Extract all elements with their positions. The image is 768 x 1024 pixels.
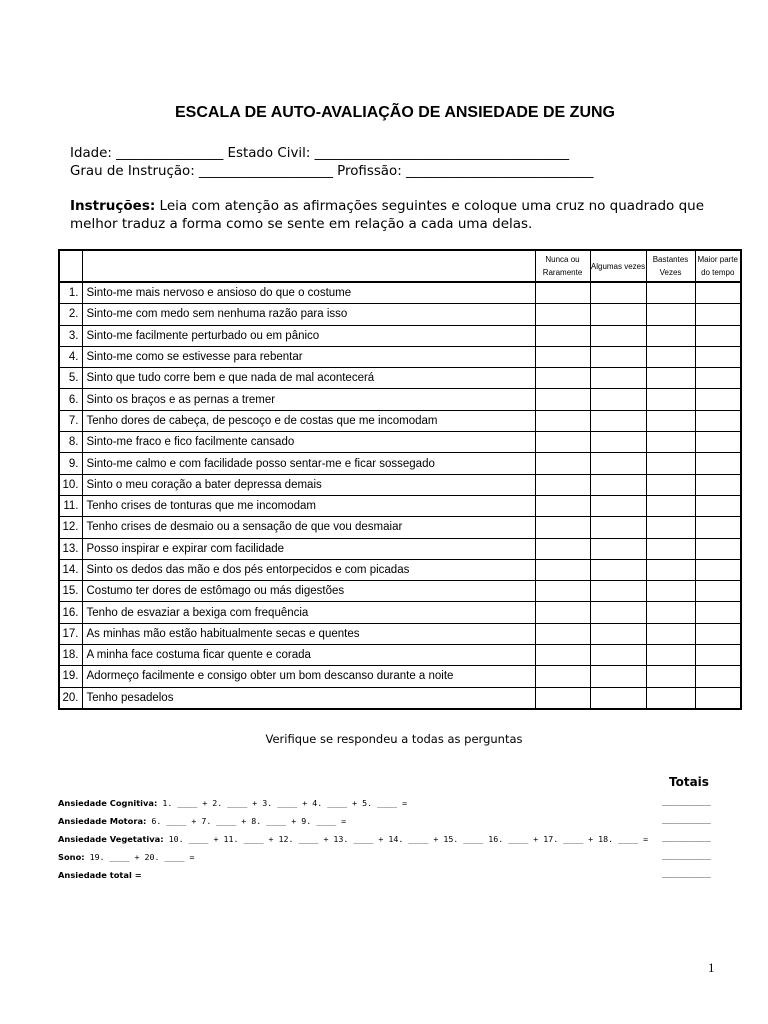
header-text-cell (82, 250, 535, 282)
score-row-sleep (58, 852, 195, 862)
answer-box-most-time[interactable] (695, 517, 741, 538)
answer-box-most-time[interactable] (695, 538, 741, 559)
answer-box-often[interactable] (646, 517, 695, 538)
answer-box-never[interactable] (535, 666, 590, 687)
answer-box-most-time[interactable] (695, 453, 741, 474)
score-formula[interactable]: 19. ____ + 20. ____ = (84, 852, 195, 862)
item-number: 7. (59, 410, 82, 431)
answer-box-never[interactable] (535, 623, 590, 644)
item-number: 2. (59, 304, 82, 325)
table-row (59, 559, 741, 580)
score-total-sleep[interactable]: _________ (662, 851, 711, 861)
table-row (59, 453, 741, 474)
score-row-total (58, 870, 142, 880)
answer-box-sometimes[interactable] (590, 325, 646, 346)
answer-box-never[interactable] (535, 645, 590, 666)
item-number: 6. (59, 389, 82, 410)
score-total-overall[interactable]: _________ (662, 869, 711, 879)
score-label: Ansiedade Cognitiva: (58, 798, 158, 808)
item-number: 14. (59, 559, 82, 580)
item-statement: Sinto que tudo corre bem e que nada de mal acontecerá (82, 368, 535, 389)
answer-box-never[interactable] (535, 453, 590, 474)
table-row (59, 687, 741, 709)
column-header-often: Bastantes Vezes (646, 250, 695, 282)
questionnaire-table (58, 249, 742, 710)
answer-box-most-time[interactable] (695, 559, 741, 580)
answer-box-never[interactable] (535, 282, 590, 304)
answer-box-sometimes[interactable] (590, 304, 646, 325)
item-number: 17. (59, 623, 82, 644)
item-statement: Sinto-me fraco e fico facilmente cansado (82, 432, 535, 453)
table-header-row (59, 250, 741, 282)
table-row (59, 389, 741, 410)
item-statement: Posso inspirar e expirar com facilidade (82, 538, 535, 559)
score-total-vegetative[interactable]: _________ (662, 833, 711, 843)
answer-box-often[interactable] (646, 666, 695, 687)
answer-box-most-time[interactable] (695, 602, 741, 623)
answer-box-never[interactable] (535, 495, 590, 516)
answer-box-most-time[interactable] (695, 495, 741, 516)
answer-box-sometimes[interactable] (590, 666, 646, 687)
answer-box-never[interactable] (535, 581, 590, 602)
page-title: ESCALA DE AUTO-AVALIAÇÃO DE ANSIEDADE DE ZUNG (174, 104, 615, 121)
answer-box-most-time[interactable] (695, 474, 741, 495)
answer-box-often[interactable] (646, 432, 695, 453)
answer-box-sometimes[interactable] (590, 581, 646, 602)
answer-box-most-time[interactable] (695, 687, 741, 709)
item-number: 16. (59, 602, 82, 623)
answer-box-often[interactable] (646, 389, 695, 410)
answer-box-sometimes[interactable] (590, 687, 646, 709)
answer-box-most-time[interactable] (695, 282, 741, 304)
table-row (59, 368, 741, 389)
answer-box-often[interactable] (646, 581, 695, 602)
answer-box-most-time[interactable] (695, 304, 741, 325)
score-formula[interactable]: 6. ____ + 7. ____ + 8. ____ + 9. ____ = (146, 816, 347, 826)
table-row (59, 517, 741, 538)
score-row-motor (58, 816, 346, 826)
table-row (59, 282, 741, 304)
answer-box-most-time[interactable] (695, 346, 741, 367)
item-statement: Sinto-me facilmente perturbado ou em pânico (82, 325, 535, 346)
table-row (59, 666, 741, 687)
answer-box-most-time[interactable] (695, 581, 741, 602)
answer-box-often[interactable] (646, 623, 695, 644)
answer-box-never[interactable] (535, 389, 590, 410)
item-statement: Sinto-me como se estivesse para rebentar (82, 346, 535, 367)
answer-box-sometimes[interactable] (590, 517, 646, 538)
item-number: 8. (59, 432, 82, 453)
answer-box-never[interactable] (535, 432, 590, 453)
answer-box-sometimes[interactable] (590, 559, 646, 580)
item-statement: Sinto-me calmo e com facilidade posso sentar-me e ficar sossegado (82, 453, 535, 474)
score-label: Ansiedade Motora: (58, 816, 147, 826)
answer-box-most-time[interactable] (695, 325, 741, 346)
column-header-sometimes: Algumas vezes (590, 250, 646, 282)
table-row (59, 645, 741, 666)
questionnaire-items (59, 282, 741, 709)
answer-box-often[interactable] (646, 282, 695, 304)
item-statement: Costumo ter dores de estômago ou más digestões (82, 581, 535, 602)
item-statement: Tenho crises de tonturas que me incomodam (82, 495, 535, 516)
instructions (70, 197, 730, 233)
answer-box-never[interactable] (535, 325, 590, 346)
answer-box-never[interactable] (535, 517, 590, 538)
identification-line-1[interactable]: Idade: ________________ Estado Civil: ______________________________________ (70, 146, 570, 161)
answer-box-sometimes[interactable] (590, 282, 646, 304)
instructions-label: Instruções: (70, 198, 156, 214)
item-statement: Sinto o meu coração a bater depressa demais (82, 474, 535, 495)
table-row (59, 432, 741, 453)
answer-box-often[interactable] (646, 538, 695, 559)
answer-box-sometimes[interactable] (590, 645, 646, 666)
answer-box-never[interactable] (535, 559, 590, 580)
answer-box-never[interactable] (535, 602, 590, 623)
answer-box-sometimes[interactable] (590, 538, 646, 559)
item-statement: Sinto-me mais nervoso e ansioso do que o costume (82, 282, 535, 304)
answer-box-often[interactable] (646, 687, 695, 709)
instructions-text: Leia com atenção as afirmações seguintes e coloque uma cruz no quadrado que melhor traduz a forma como se sente em relação a cada uma delas. (70, 198, 705, 232)
score-total-cognitive[interactable]: _________ (662, 797, 711, 807)
item-statement: Sinto os braços e as pernas a tremer (82, 389, 535, 410)
answer-box-sometimes[interactable] (590, 432, 646, 453)
answer-box-often[interactable] (646, 368, 695, 389)
score-label: Ansiedade Vegetativa: (58, 834, 164, 844)
answer-box-most-time[interactable] (695, 432, 741, 453)
answer-box-never[interactable] (535, 410, 590, 431)
answer-box-often[interactable] (646, 346, 695, 367)
answer-box-often[interactable] (646, 474, 695, 495)
score-formula[interactable]: 1. ____ + 2. ____ + 3. ____ + 4. ____ + 5. ____ = (157, 798, 408, 808)
answer-box-sometimes[interactable] (590, 389, 646, 410)
item-number: 19. (59, 666, 82, 687)
answer-box-often[interactable] (646, 559, 695, 580)
identification-line-2[interactable]: Grau de Instrução: ____________________ Profissão: ____________________________ (70, 164, 594, 179)
answer-box-often[interactable] (646, 602, 695, 623)
answer-box-never[interactable] (535, 304, 590, 325)
item-number: 13. (59, 538, 82, 559)
score-label: Sono: (58, 852, 85, 862)
table-row (59, 410, 741, 431)
answer-box-often[interactable] (646, 645, 695, 666)
score-label: Ansiedade total = (58, 870, 142, 880)
answer-box-never[interactable] (535, 538, 590, 559)
answer-box-often[interactable] (646, 410, 695, 431)
answer-box-most-time[interactable] (695, 368, 741, 389)
item-statement: Tenho de esvaziar a bexiga com frequência (82, 602, 535, 623)
answer-box-sometimes[interactable] (590, 495, 646, 516)
totals-heading: Totais (669, 775, 709, 789)
answer-box-sometimes[interactable] (590, 368, 646, 389)
answer-box-most-time[interactable] (695, 389, 741, 410)
item-statement: Tenho crises de desmaio ou a sensação de que vou desmaiar (82, 517, 535, 538)
answer-box-often[interactable] (646, 495, 695, 516)
score-row-cognitive (58, 798, 407, 808)
item-number: 20. (59, 687, 82, 709)
item-number: 18. (59, 645, 82, 666)
item-number: 5. (59, 368, 82, 389)
item-statement: Adormeço facilmente e consigo obter um bom descanso durante a noite (82, 666, 535, 687)
answer-box-most-time[interactable] (695, 666, 741, 687)
table-row (59, 325, 741, 346)
answer-box-most-time[interactable] (695, 623, 741, 644)
answer-box-often[interactable] (646, 325, 695, 346)
item-statement: As minhas mão estão habitualmente secas e quentes (82, 623, 535, 644)
answer-box-never[interactable] (535, 368, 590, 389)
answer-box-sometimes[interactable] (590, 623, 646, 644)
table-row (59, 538, 741, 559)
answer-box-never[interactable] (535, 346, 590, 367)
table-row (59, 602, 741, 623)
answer-box-often[interactable] (646, 453, 695, 474)
score-total-motor[interactable]: _________ (662, 815, 711, 825)
item-number: 9. (59, 453, 82, 474)
answer-box-sometimes[interactable] (590, 474, 646, 495)
column-header-never: Nunca ou Raramente (535, 250, 590, 282)
answer-box-sometimes[interactable] (590, 410, 646, 431)
item-number: 3. (59, 325, 82, 346)
answer-box-sometimes[interactable] (590, 453, 646, 474)
item-statement: Tenho dores de cabeça, de pescoço e de costas que me incomodam (82, 410, 535, 431)
table-row (59, 623, 741, 644)
score-formula[interactable]: 10. ____ + 11. ____ + 12. ____ + 13. ____ + 14. ____ + 15. ____ 16. ____ + 17. ____ + 18. ____ = (163, 834, 649, 844)
item-number: 1. (59, 282, 82, 304)
page-number: 1 (708, 960, 715, 975)
item-statement: Tenho pesadelos (82, 687, 535, 709)
answer-box-most-time[interactable] (695, 645, 741, 666)
table-row (59, 495, 741, 516)
answer-box-often[interactable] (646, 304, 695, 325)
header-num-cell (59, 250, 82, 282)
answer-box-never[interactable] (535, 687, 590, 709)
table-row (59, 474, 741, 495)
score-row-vegetative (58, 834, 648, 844)
verify-note: Verifique se respondeu a todas as perguntas (265, 732, 523, 746)
table-row (59, 346, 741, 367)
answer-box-sometimes[interactable] (590, 602, 646, 623)
item-number: 11. (59, 495, 82, 516)
item-number: 12. (59, 517, 82, 538)
table-row (59, 581, 741, 602)
answer-box-never[interactable] (535, 474, 590, 495)
item-number: 4. (59, 346, 82, 367)
item-statement: Sinto-me com medo sem nenhuma razão para isso (82, 304, 535, 325)
item-statement: A minha face costuma ficar quente e corada (82, 645, 535, 666)
item-statement: Sinto os dedos das mão e dos pés entorpecidos e com picadas (82, 559, 535, 580)
item-number: 10. (59, 474, 82, 495)
table-row (59, 304, 741, 325)
answer-box-sometimes[interactable] (590, 346, 646, 367)
item-number: 15. (59, 581, 82, 602)
answer-box-most-time[interactable] (695, 410, 741, 431)
column-header-most-time: Maior parte do tempo (695, 250, 741, 282)
